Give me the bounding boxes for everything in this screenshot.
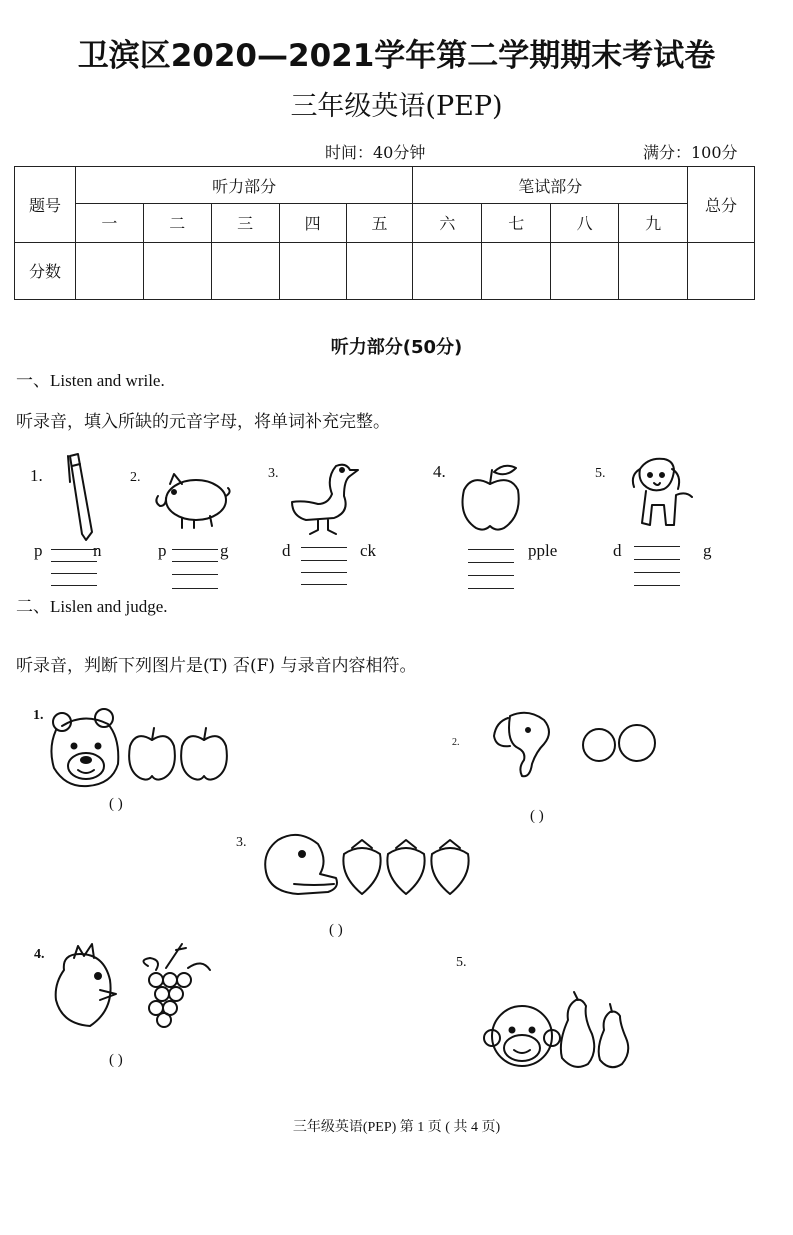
pen-icon <box>62 452 102 544</box>
q1-item-before: p <box>34 541 43 560</box>
score-cell[interactable] <box>279 242 346 299</box>
answer-blank[interactable] <box>172 588 218 589</box>
q1-item-before: d <box>613 541 622 560</box>
page-footer: 三年级英语(PEP) 第 1 页 ( 共 4 页) <box>292 1120 501 1135</box>
total-score-header: 总分 <box>688 167 755 243</box>
column-header: 九 <box>619 204 688 242</box>
q2-item-number: 5. <box>456 955 467 970</box>
answer-blank[interactable] <box>172 561 218 562</box>
exam-title: 卫滨区2020—2021学年第二学期期末考试卷 <box>77 38 716 74</box>
q1-heading: 一、Listen and wrile. <box>16 371 165 390</box>
q1-item-before: d <box>282 541 291 560</box>
score-cell[interactable] <box>143 242 211 299</box>
answer-blank[interactable] <box>51 573 97 574</box>
duck-icon <box>288 458 358 536</box>
score-cell[interactable] <box>551 242 619 299</box>
column-header: 三 <box>211 204 279 242</box>
q2-item-number: 2. <box>452 737 460 748</box>
answer-blank[interactable] <box>634 546 680 547</box>
q1-item-after: g <box>220 541 229 560</box>
exam-subtitle: 三年级英语(PEP) <box>290 91 503 122</box>
q1-instruction: 听录音，填入所缺的元音字母，将单词补充完整。 <box>16 412 390 432</box>
answer-blank[interactable] <box>468 562 514 563</box>
exam-full-score: 满分：100分 <box>643 143 738 162</box>
answer-blank[interactable] <box>51 585 97 586</box>
q1-item-after: n <box>93 541 102 560</box>
answer-blank[interactable] <box>634 559 680 560</box>
monkey-two-pears <box>482 992 632 1072</box>
answer-parentheses[interactable]: ( ) <box>530 808 544 824</box>
score-cell[interactable] <box>75 242 143 299</box>
answer-blank[interactable] <box>172 574 218 575</box>
answer-parentheses[interactable]: ( ) <box>329 922 343 938</box>
q1-item-after: g <box>703 541 712 560</box>
q2-item-number: 4. <box>34 947 45 962</box>
column-header: 八 <box>551 204 619 242</box>
column-header: 五 <box>346 204 413 242</box>
score-row-label: 分数 <box>15 242 76 299</box>
answer-blank[interactable] <box>634 572 680 573</box>
column-header: 七 <box>482 204 551 242</box>
answer-blank[interactable] <box>51 549 97 550</box>
answer-blank[interactable] <box>634 585 680 586</box>
score-cell[interactable] <box>346 242 413 299</box>
q1-item-number: 5. <box>595 466 606 481</box>
score-table <box>14 166 755 300</box>
chick-grapes <box>52 940 218 1032</box>
apple-icon <box>458 462 524 536</box>
answer-blank[interactable] <box>301 547 347 548</box>
score-cell[interactable] <box>482 242 551 299</box>
q2-instruction: 听录音，判断下列图片是(T) 否(F) 与录音内容相符。 <box>16 656 417 676</box>
answer-parentheses[interactable]: ( ) <box>109 1052 123 1068</box>
q1-item-before: p <box>158 541 167 560</box>
answer-parentheses[interactable]: ( ) <box>109 796 123 812</box>
q1-item-number: 2. <box>130 470 141 485</box>
exam-time: 时间：40分钟 <box>325 143 426 162</box>
column-header: 一 <box>75 204 143 242</box>
score-cell[interactable] <box>413 242 482 299</box>
score-cell[interactable] <box>619 242 688 299</box>
answer-blank[interactable] <box>301 560 347 561</box>
q1-item-after: ck <box>360 541 377 560</box>
q2-heading: 二、Lislen and judge. <box>16 597 168 616</box>
answer-blank[interactable] <box>468 575 514 576</box>
question-number-header: 题号 <box>15 167 76 243</box>
bear-two-apples <box>48 708 238 790</box>
score-cell[interactable] <box>211 242 279 299</box>
answer-blank[interactable] <box>301 572 347 573</box>
q2-item-number: 3. <box>236 835 247 850</box>
writing-part-header: 笔试部分 <box>413 167 688 204</box>
answer-blank[interactable] <box>468 549 514 550</box>
column-header: 二 <box>143 204 211 242</box>
answer-blank[interactable] <box>172 549 218 550</box>
pig-icon <box>152 472 232 530</box>
answer-blank[interactable] <box>51 561 97 562</box>
duck-three-strawberries <box>258 830 474 900</box>
q1-item-number: 1. <box>30 466 43 485</box>
elephant-two-oranges <box>488 708 660 784</box>
column-header: 六 <box>413 204 482 242</box>
q1-item-after: pple <box>528 541 558 560</box>
q1-item-number: 3. <box>268 466 279 481</box>
column-header: 四 <box>279 204 346 242</box>
answer-blank[interactable] <box>301 584 347 585</box>
q2-item-number: 1. <box>33 708 44 723</box>
listening-part-header: 听力部分 <box>75 167 413 204</box>
listening-section-title: 听力部分(50分) <box>330 337 463 358</box>
score-cell[interactable] <box>688 242 755 299</box>
answer-blank[interactable] <box>468 588 514 589</box>
dog-icon <box>628 455 696 533</box>
q1-item-number: 4. <box>433 462 446 481</box>
